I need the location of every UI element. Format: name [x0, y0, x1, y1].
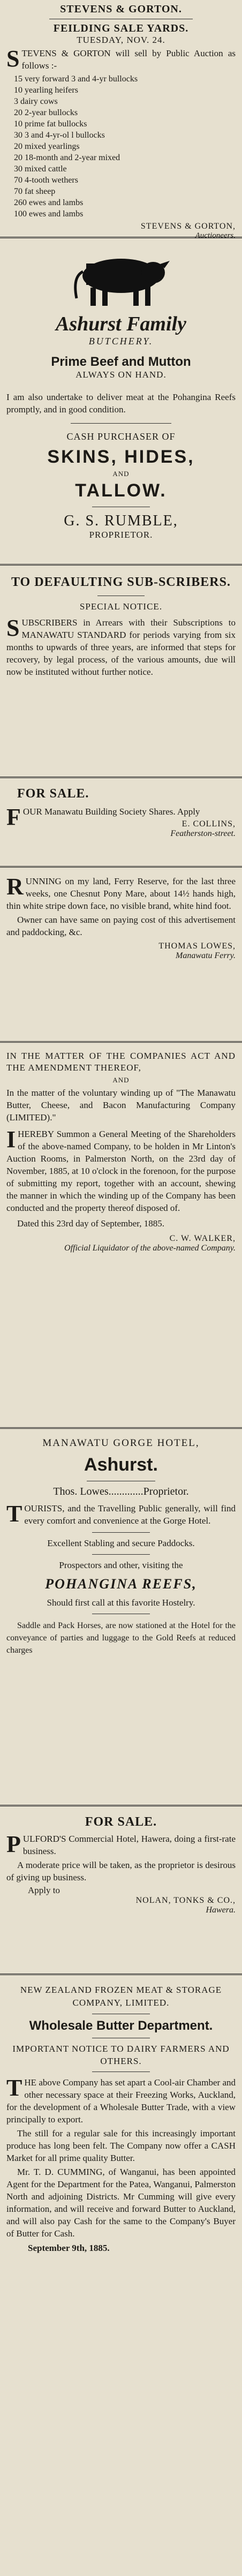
hotel-saddle: Saddle and Pack Horses, are now stationed at the Hotel for the conveyance of parties and luggage to the Gold Reefs at reduced charges — [6, 1621, 236, 1655]
proprietor-name: G. S. RUMBLE, — [64, 513, 178, 529]
list-item: 10 prime fat bullocks — [14, 119, 87, 129]
list-item: 30 3 and 4-yr-ol l bullocks — [14, 131, 105, 140]
list-item: 20 18-month and 2-year mixed — [14, 153, 120, 162]
stevens-gorton-ad — [0, 0, 242, 240]
butchery-subtitle: BUTCHERY. — [88, 336, 154, 347]
bull-illustration — [65, 245, 177, 309]
list-item: 20 2-year bullocks — [14, 108, 78, 117]
list-item: 260 ewes and lambs — [14, 198, 84, 207]
proprietor-role: PROPRIETOR. — [89, 530, 153, 540]
ashurst-butchery-ad — [0, 238, 242, 564]
list-item: 20 mixed yearlings — [14, 142, 80, 151]
and-label: AND — [112, 470, 130, 478]
butchery-tagline: ALWAYS ON HAND. — [75, 370, 167, 380]
companies-act-notice — [0, 1043, 242, 1427]
for-sale-2-title: FOR SALE. — [85, 1815, 157, 1829]
ad-header: STEVENS & GORTON. — [60, 3, 182, 15]
for-sale-hotel-ad — [0, 1806, 242, 1974]
tallow: TALLOW. — [75, 480, 167, 501]
gorge-hotel-ad — [0, 1429, 242, 1805]
notice-body: IHEREBY Summon a General Meeting of the Shareholders of the above-named Company, to be holden in Mr Linton's Auction Rooms, in Palmerston North, on the 23rd day of November, 1885, at 10 o'clock in the forenoon, for the purpose of submitting my report, together with an account, shewing the manner in which the winding up of the Company has been conducted and the property thereof disposed of. — [6, 1126, 236, 1213]
liquidator-name: C. W. WALKER, — [169, 1234, 236, 1243]
notice-and: AND — [112, 1076, 130, 1084]
for-sale-2-name: NOLAN, TONKS & CO., — [135, 1896, 236, 1905]
hotel-stabling: Excellent Stabling and secure Paddocks. — [47, 1538, 195, 1548]
livestock-list — [6, 73, 236, 220]
company-body-3: Mr. T. D. CUMMING, of Wanganui, has been appointed Agent for the Department for the Patea, Wanganui, Palmerston North and adjoining Districts. Mr Cumming will give every information, and will receive and forward Butter to Auckland, and will also pay Cash for the same to the Company's Buyer of Butter for Cash. — [6, 2167, 236, 2239]
signature-role: Auctioneers. — [195, 231, 236, 240]
ad-date: TUESDAY, NOV. 24. — [77, 35, 165, 45]
defaulting-subscribers-ad — [0, 566, 242, 777]
stray-place: Manawatu Ferry. — [176, 951, 236, 960]
purchaser-label: CASH PURCHASER OF — [66, 431, 176, 442]
company-body-1: THE above Company has set apart a Cool-air Chamber and other necessary space at their Freezing Works, Auckland, for the development of a Wholesale Butter Trade, with a view principally to export. — [6, 2075, 236, 2125]
list-item: 10 yearling heifers — [14, 86, 78, 95]
notice-dated: Dated this 23rd day of September, 1885. — [17, 1218, 165, 1229]
for-sale-shares-ad — [0, 778, 242, 866]
notice-heading-2: In the matter of the voluntary winding up of "The Manawatu Butter, Cheese, and Bacon Manufacturing Company (LIMITED)." — [6, 1088, 236, 1123]
frozen-meat-company-ad — [0, 1975, 242, 2571]
liquidator-role: Official Liquidator of the above-named Company. — [64, 1244, 236, 1253]
for-sale-body: FOUR Manawatu Building Society Shares. Apply — [6, 804, 200, 830]
ad-intro: STEVENS & GORTON will sell by Public Auction as follows :- — [6, 46, 236, 72]
for-sale-2-apply: Apply to — [28, 1885, 60, 1895]
list-item: 30 mixed cattle — [14, 164, 67, 174]
stray-body: RUNNING on my land, Ferry Reserve, for the last three weeks, one Chesnut Pony Mare, about 14½ hands high, thin white stripe down face, no visible brand, white hind foot. — [6, 873, 236, 911]
company-body-2: The still for a regular sale for this increasingly important produce has long been felt. The Company now offer a CASH Market for all prime quality Butter. — [6, 2128, 236, 2163]
butchery-headline: Prime Beef and Mutton — [51, 355, 191, 369]
hotel-place: Ashurst. — [84, 1455, 158, 1475]
defaulting-title: TO DEFAULTING SUB-SCRIBERS. — [11, 575, 231, 589]
list-item: 100 ewes and lambs — [14, 209, 84, 219]
defaulting-body: SUBSCRIBERS in Arrears with their Subscriptions to MANAWATU STANDARD for periods varying from six months to upwards of three years, are informed that steps for recovery, by legal process, of the various amounts, due will now be instituted without further notice. — [6, 615, 236, 677]
stray-name: THOMAS LOWES, — [158, 941, 236, 951]
for-sale-2-body: PULFORD'S Commercial Hotel, Hawera, doing a first-rate business. — [6, 1831, 236, 1857]
hotel-hostelry: Should first call at this favorite Hostelry. — [47, 1598, 195, 1608]
hotel-title: MANAWATU GORGE HOTEL, — [42, 1437, 200, 1449]
signature: STEVENS & GORTON, — [140, 222, 236, 231]
hotel-body: TOURISTS, and the Travelling Public generally, will find every comfort and convenience at the Gorge Hotel. — [6, 1501, 236, 1527]
company-title: NEW ZEALAND FROZEN MEAT & STORAGE COMPANY, LIMITED. — [20, 1985, 222, 2008]
stray-pony-ad — [0, 868, 242, 1041]
for-sale-title: FOR SALE. — [17, 787, 89, 801]
defaulting-subtitle: SPECIAL NOTICE. — [79, 601, 163, 612]
butchery-title: Ashurst Family — [56, 313, 186, 335]
hotel-proprietor: Thos. Lowes.............Proprietor. — [53, 1486, 189, 1497]
ad-title: FEILDING SALE YARDS. — [53, 22, 189, 34]
company-notice: IMPORTANT NOTICE TO DAIRY FARMERS AND OTHERS. — [12, 2044, 230, 2066]
skins-hides: SKINS, HIDES, — [47, 447, 195, 467]
company-date: September 9th, 1885. — [28, 2243, 110, 2253]
list-item: 3 dairy cows — [14, 97, 58, 106]
list-item: 70 fat sheep — [14, 187, 56, 196]
for-sale-2-body-2: A moderate price will be taken, as the proprietor is desirous of giving up business. — [6, 1860, 236, 1882]
list-item: 15 very forward 3 and 4-yr bullocks — [14, 74, 138, 84]
notice-heading: IN THE MATTER OF THE COMPANIES ACT AND THE AMENDMENT THEREOF, — [6, 1051, 236, 1073]
stray-body-2: Owner can have same on paying cost of this advertisement and paddocking, &c. — [6, 915, 236, 937]
for-sale-place: Featherston-street. — [170, 829, 236, 838]
hotel-prospectors: Prospectors and other, visiting the — [59, 1560, 183, 1570]
company-dept: Wholesale Butter Department. — [29, 2018, 213, 2033]
list-item: 70 4-tooth wethers — [14, 176, 78, 185]
hotel-reefs: POHANGINA REEFS, — [45, 1576, 197, 1592]
butchery-body: I am also undertake to deliver meat at the Pohangina Reefs promptly, and in good condition. — [6, 392, 236, 415]
for-sale-2-place: Hawera. — [206, 1905, 236, 1915]
for-sale-name: E. COLLINS, — [182, 819, 236, 828]
